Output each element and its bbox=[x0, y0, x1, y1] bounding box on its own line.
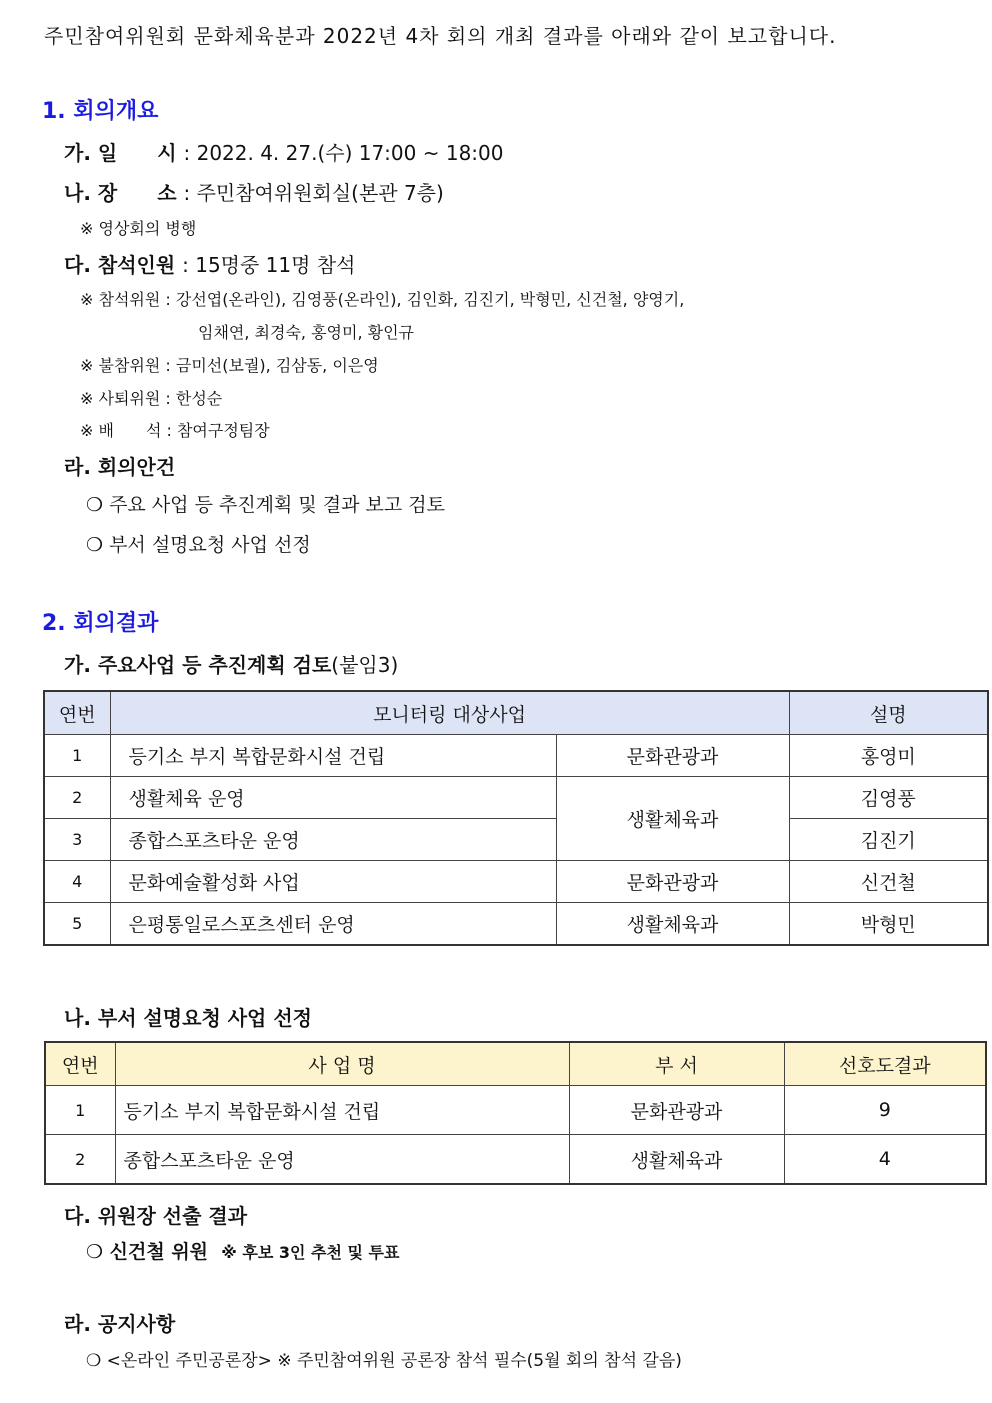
cell: 홍영미 bbox=[789, 735, 988, 777]
header-cell: 연번 bbox=[44, 691, 110, 735]
table-row bbox=[44, 861, 988, 903]
agenda-label: 라. 회의안건 bbox=[64, 455, 176, 479]
cell: 문화관광과 bbox=[556, 735, 789, 777]
cell: 4 bbox=[44, 861, 110, 903]
agenda-item: ❍ 부서 설명요청 사업 선정 bbox=[86, 534, 311, 556]
cell: 1 bbox=[45, 1086, 115, 1135]
cell: 종합스포츠타운 운영 bbox=[110, 819, 556, 861]
cell: 신건철 bbox=[789, 861, 988, 903]
cell: 김영풍 bbox=[789, 777, 988, 819]
cell: 생활체육과 bbox=[556, 903, 789, 946]
attendance-row bbox=[64, 249, 355, 278]
cell: 생활체육과 bbox=[569, 1135, 784, 1185]
attendance-label: 다. 참석인원 bbox=[64, 253, 176, 277]
selection-table bbox=[44, 1041, 987, 1185]
table-row bbox=[44, 819, 988, 861]
chair-name: ❍ 신건철 위원 bbox=[86, 1241, 209, 1263]
note-attendees-cont: 임채연, 최경숙, 홍영미, 황인규 bbox=[198, 323, 414, 342]
notice-heading: 라. 공지사항 bbox=[64, 1312, 176, 1336]
cell: 1 bbox=[44, 735, 110, 777]
cell: 종합스포츠타운 운영 bbox=[115, 1135, 569, 1185]
note-observer: ※ 배 석 : 참여구정팀장 bbox=[80, 421, 270, 440]
note-absent: ※ 불참위원 : 금미선(보궐), 김삼동, 이은영 bbox=[80, 356, 379, 375]
cell: 2 bbox=[44, 777, 110, 819]
section-2-title: 2. 회의결과 bbox=[42, 611, 159, 636]
cell: 생활체육과 bbox=[556, 777, 789, 861]
place-note: ※ 영상회의 병행 bbox=[80, 219, 197, 238]
header-cell: 연번 bbox=[45, 1042, 115, 1086]
review-heading bbox=[64, 649, 398, 678]
review-label: 가. 주요사업 등 추진계획 검토 bbox=[64, 653, 332, 677]
header-cell: 선호도결과 bbox=[784, 1042, 986, 1086]
cell: 3 bbox=[44, 819, 110, 861]
cell: 문화예술활성화 사업 bbox=[110, 861, 556, 903]
table-row bbox=[44, 903, 988, 946]
cell: 9 bbox=[784, 1086, 986, 1135]
section-1-title: 1. 회의개요 bbox=[42, 99, 159, 124]
cell: 5 bbox=[44, 903, 110, 946]
chair-heading: 다. 위원장 선출 결과 bbox=[64, 1204, 248, 1228]
place-row bbox=[64, 177, 444, 206]
header-cell: 부 서 bbox=[569, 1042, 784, 1086]
place-value: : 주민참여위원회실(본관 7층) bbox=[183, 181, 444, 205]
note-resigned: ※ 사퇴위원 : 한성순 bbox=[80, 389, 223, 408]
table-header bbox=[44, 691, 988, 735]
cell: 박형민 bbox=[789, 903, 988, 946]
place-label: 나. 장 소 bbox=[64, 181, 177, 205]
monitoring-table bbox=[43, 690, 989, 946]
cell: 은평통일로스포츠센터 운영 bbox=[110, 903, 556, 946]
header-cell: 설명 bbox=[789, 691, 988, 735]
review-suffix: (붙임3) bbox=[331, 653, 399, 677]
table-row bbox=[44, 735, 988, 777]
cell: 생활체육 운영 bbox=[110, 777, 556, 819]
selection-heading: 나. 부서 설명요청 사업 선정 bbox=[64, 1006, 312, 1030]
date-value: : 2022. 4. 27.(수) 17:00 ~ 18:00 bbox=[183, 141, 504, 165]
cell: 2 bbox=[45, 1135, 115, 1185]
date-label: 가. 일 시 bbox=[64, 141, 177, 165]
intro-text: 주민참여위원회 문화체육분과 2022년 4차 회의 개최 결과를 아래와 같이 보고합니다. bbox=[44, 24, 837, 48]
cell: 문화관광과 bbox=[556, 861, 789, 903]
notice-item: ❍ <온라인 주민공론장> ※ 주민참여위원 공론장 참석 필수(5월 회의 참석 갈음) bbox=[86, 1351, 682, 1371]
agenda-item: ❍ 주요 사업 등 추진계획 및 결과 보고 검토 bbox=[86, 494, 446, 516]
table-row bbox=[45, 1135, 986, 1185]
header-cell: 사 업 명 bbox=[115, 1042, 569, 1086]
chair-result bbox=[86, 1237, 399, 1264]
date-row bbox=[64, 137, 503, 166]
cell: 김진기 bbox=[789, 819, 988, 861]
cell: 문화관광과 bbox=[569, 1086, 784, 1135]
cell: 등기소 부지 복합문화시설 건립 bbox=[115, 1086, 569, 1135]
chair-note: ※ 후보 3인 추천 및 투표 bbox=[221, 1243, 400, 1262]
header-cell: 모니터링 대상사업 bbox=[110, 691, 789, 735]
table-row bbox=[44, 777, 988, 819]
note-attendees: ※ 참석위원 : 강선엽(온라인), 김영풍(온라인), 김인화, 김진기, 박형민, 신건철, 양영기, bbox=[80, 290, 685, 309]
cell: 4 bbox=[784, 1135, 986, 1185]
attendance-value: : 15명중 11명 참석 bbox=[182, 253, 356, 277]
table-row bbox=[45, 1086, 986, 1135]
table-header bbox=[45, 1042, 986, 1086]
cell: 등기소 부지 복합문화시설 건립 bbox=[110, 735, 556, 777]
